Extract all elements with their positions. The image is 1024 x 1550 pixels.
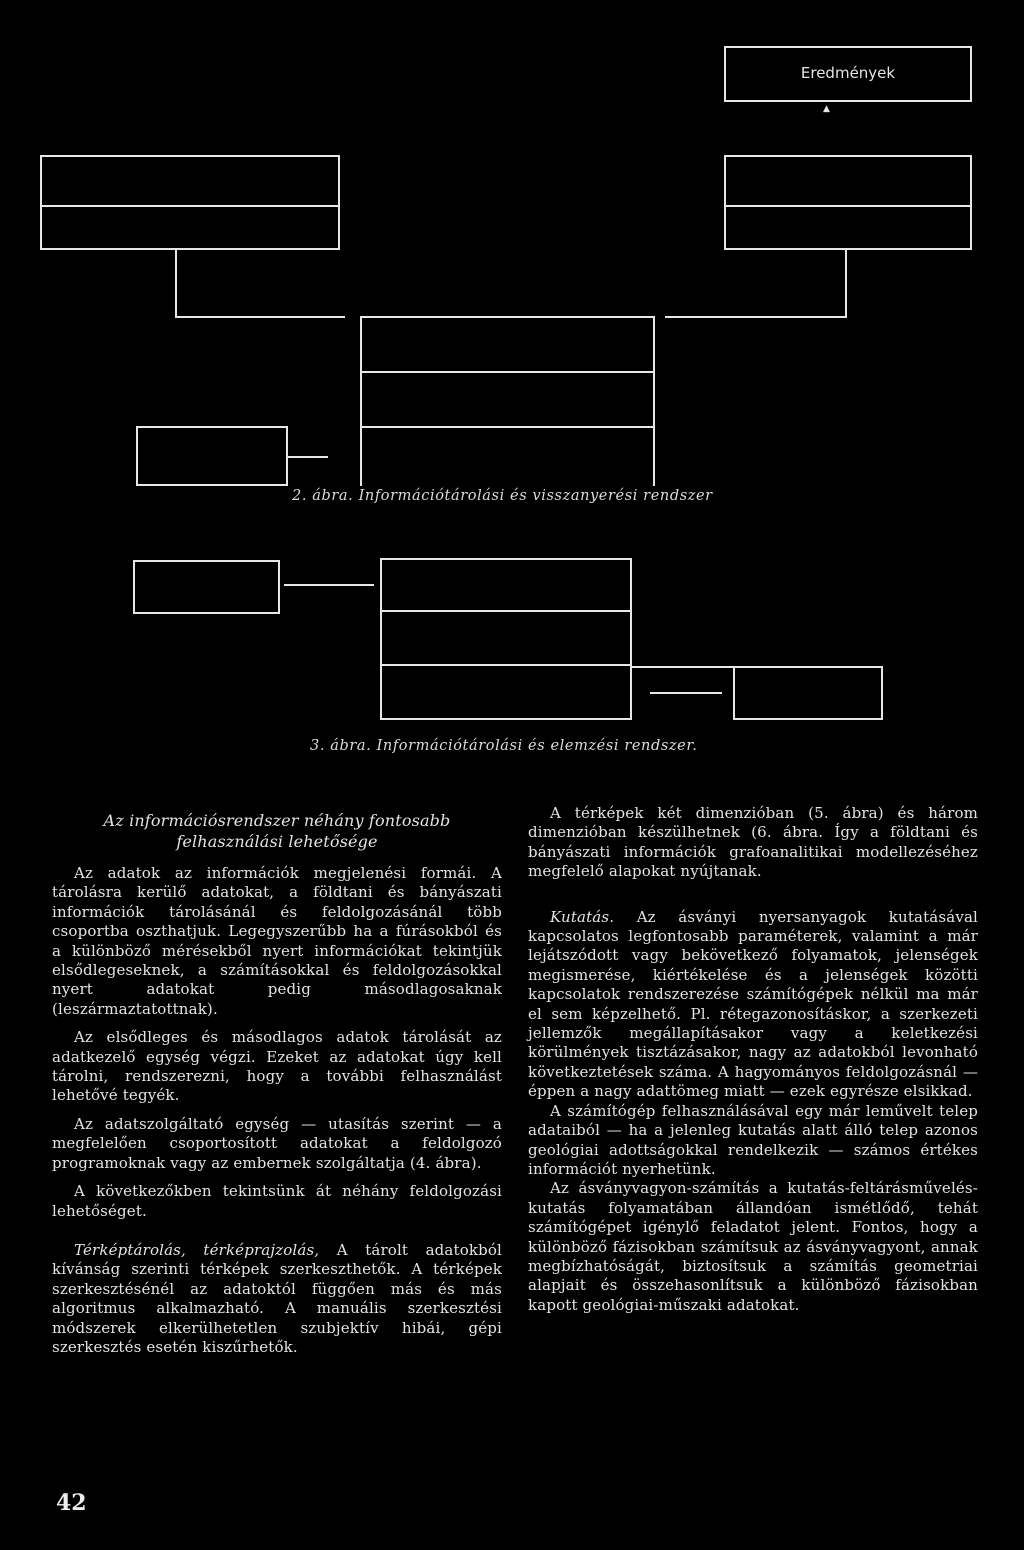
results-box-label: Eredmények (800, 64, 896, 82)
section-heading-line-2: felhasználási lehetősége (176, 832, 378, 851)
arrow-up-icon: ▲ (823, 104, 830, 114)
section-heading-line-1: Az információsrendszer néhány fontosabb (103, 811, 451, 830)
paragraph: Az adatszolgáltató egység — utasítás szerint — a megfelelően csoportosított adatokat a feldolgozó programoknak vagy az embernek szolgáltatja (4. ábra). (52, 1114, 502, 1172)
section-heading (52, 810, 502, 852)
paragraph: Az ásványvagyon-számítás a kutatás-feltárásművelés-kutatás folyamatában állandóan ismétlődő, tehát számítógépet igénylő feladatot jelent. Fontos, hogy a különböző fázisokban számítsuk az ásványvagyont, annak megbízhatóságát, biztosítsuk a számítás geometriai alapjait és összehasonlítsuk a különböző fázisokban kapott geológiai-műszaki adatokat. (528, 1179, 978, 1314)
left-column (52, 810, 502, 1357)
paragraph: A következőkben tekintsünk át néhány feldolgozási lehetőséget. (52, 1182, 502, 1220)
paragraph (528, 908, 978, 1102)
paragraph: A térképek két dimenzióban (5. ábra) és három dimenzióban készülhetnek (6. ábra. Így a földtani és bányászati információk grafoanalitikai modellezéséhez megfelelő alapokat nyújtanak. (528, 804, 978, 881)
paragraph (52, 1241, 502, 1357)
diagram3-right-box (733, 666, 883, 720)
paragraph: Az elsődleges és másodlagos adatok tárolását az adatkezelő egység végzi. Ezeket az adatokat úgy kell tárolni, rendszerezni, hogy a további felhasználást lehetővé tegyék. (52, 1028, 502, 1105)
right-column (528, 804, 978, 1315)
diagram2-small-box (136, 426, 288, 486)
diagram3-left-box (133, 560, 280, 614)
paragraph: A számítógép felhasználásával egy már leművelt telep adataiból — ha a jelenleg kutatás alatt álló telep azonos geológiai adottságokkal rendelkezik — számos értékes információt nyerhetünk. (528, 1101, 978, 1178)
figure-3-caption: 3. ábra. Információtárolási és elemzési rendszer. (310, 738, 698, 754)
paragraph-body: A tárolt adatokból kívánság szerinti térképek szerkeszthetők. A térképek szerkesztésénél az adatoktól függően más és más algoritmus alkalmazható. A manuális szerkesztési módszerek elkerülhetetlen szubjektív hibái, gépi szerkesztés esetén kiszűrhetők. (52, 1240, 502, 1356)
paragraph: Az adatok az információk megjelenési formái. A tárolásra kerülő adatokat, a földtani és bányászati információk tárolásánál és feldolgozásánál több csoportba oszthatjuk. Legegyszerűbb ha a fúrásokból és a különböző mérésekből nyert információkat tekintjük elsődlegeseknek, a számításokkal és feldolgozásokkal nyert adatokat pedig másodlagosaknak (leszármaztatottnak). (52, 864, 502, 1018)
paragraph-title: Térképtárolás, térképrajzolás, (74, 1240, 320, 1259)
paragraph-title: Kutatás. (550, 907, 615, 926)
figure-2-caption: 2. ábra. Információtárolási és visszanyerési rendszer (292, 488, 713, 504)
paragraph-body: Az ásványi nyersanyagok kutatásával kapcsolatos legfontosabb paraméterek, valamint a már lejátszódott vagy bekövetkező folyamatok, jelenségek megismerése, kiértékelése és a jelenségek közötti kapcsolatok rendszerezése számítógépek nélkül ma már el sem képzelhető. Pl. rétegazonosításkor, a szerkezeti jellemzők megállapításakor vagy a keletkezési körülmények tisztázásakor, nagy az adatokból levonható következtetések száma. A hagyományos feldolgozásnál — éppen a nagy adattömeg miatt — ezek egyrésze elsikkad. (528, 907, 978, 1101)
page-number: 42 (56, 1490, 87, 1516)
